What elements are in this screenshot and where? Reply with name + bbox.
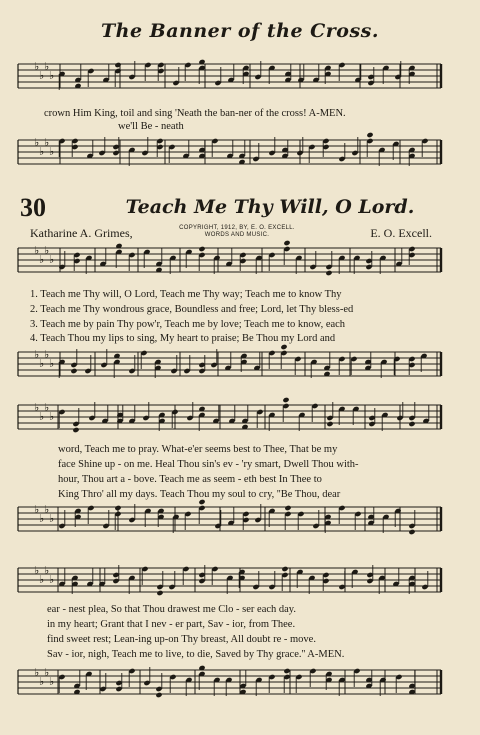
sys3-bass-flat-sign: ♭ (49, 675, 55, 688)
sys1-bass-flat-sign: ♭ (39, 357, 45, 370)
hymn-title: Teach Me Thy Will, O Lord. (125, 196, 415, 218)
sys2-bass-flat-sign: ♭ (34, 503, 40, 516)
top-lyric-line-2: we'll Be - neath (118, 121, 184, 132)
sys1-bass-note (280, 344, 287, 350)
sys2-treble-flat-sign: ♭ (34, 401, 40, 414)
sys2-treble-flat-sign: ♭ (49, 410, 55, 423)
sys3-treble-flat-sign: ♭ (34, 564, 40, 577)
sys2-treble-flat-sign: ♭ (39, 410, 45, 423)
top-treble-flat-sign: ♭ (44, 60, 50, 73)
top-treble-note (114, 62, 121, 68)
lyric-verse-2-system-2: face Shine up - on me. Heal Thou sin's ev - 'ry smart, Dwell Thou with- (58, 459, 359, 470)
sys3-treble-flat-sign: ♭ (39, 573, 45, 586)
lyric-verse-3-system-3: find sweet rest; Lean-ing up-on Thy breast, All doubt re - move. (47, 634, 316, 645)
lyric-verse-3-system-2: hour, Thou art a - bove. Teach me as seem - eth best In Thee to (58, 474, 322, 485)
sys3-bass-flat-sign: ♭ (44, 666, 50, 679)
sys3-treble-flat-sign: ♭ (49, 573, 55, 586)
sys2-treble-note (408, 421, 415, 427)
sys3-treble-note (156, 590, 163, 596)
sys2-bass-flat-sign: ♭ (44, 503, 50, 516)
top-treble-flat-sign: ♭ (39, 69, 45, 82)
top-lyric-line-1: crown Him King, toil and sing 'Neath the ban-ner of the cross! A-MEN. (44, 108, 346, 119)
sys1-bass-flat-sign: ♭ (49, 357, 55, 370)
sys2-bass-note (408, 529, 415, 535)
sys1-bass-flat-sign: ♭ (44, 348, 50, 361)
sys2-bass-flat-sign: ♭ (39, 512, 45, 525)
top-hymn-title: The Banner of the Cross. (101, 20, 379, 42)
lyric-verse-1-system-1: 1. Teach me Thy will, O Lord, Teach me Thy way; Teach me to know Thy (30, 289, 342, 300)
sys2-treble-flat-sign: ♭ (44, 401, 50, 414)
lyric-verse-4-system-1: 4. Teach Thou my lips to sing, My heart to praise; Be Thou my Lord and (30, 333, 336, 344)
hymn-number: 30 (20, 193, 46, 222)
top-treble-flat-sign: ♭ (34, 60, 40, 73)
lyric-verse-2-system-1: 2. Teach me Thy wondrous grace, Boundless and free; Lord, let Thy bless-ed (30, 304, 354, 315)
sys2-bass-note (284, 505, 291, 511)
sys2-bass-flat-sign: ♭ (49, 512, 55, 525)
top-bass-flat-sign: ♭ (44, 136, 50, 149)
sys3-bass-note (155, 692, 162, 698)
sys3-bass-flat-sign: ♭ (34, 666, 40, 679)
sys3-treble-note (281, 566, 288, 572)
sys3-treble-flat-sign: ♭ (44, 564, 50, 577)
hymn-composer: E. O. Excell. (370, 226, 432, 240)
sys1-bass-note (70, 368, 77, 374)
sys2-bass-note (114, 505, 121, 511)
lyric-verse-4-system-2: King Thro' all my days. Teach Thou my soul to cry, ''Be Thou, dear (58, 489, 341, 500)
sys2-treble-note (326, 421, 333, 427)
sys1-treble-flat-sign: ♭ (34, 244, 40, 257)
copyright-line-1: COPYRIGHT, 1912, BY, E. O. EXCELL. (179, 225, 295, 231)
sys1-treble-flat-sign: ♭ (49, 253, 55, 266)
top-bass-flat-sign: ♭ (34, 136, 40, 149)
sys2-treble-note (72, 427, 79, 433)
lyric-verse-4-system-3: Sav - ior, nigh, Teach me to live, to die, Saved by Thy grace.'' A-MEN. (47, 649, 345, 660)
sys3-bass-flat-sign: ♭ (39, 675, 45, 688)
top-bass-flat-sign: ♭ (39, 145, 45, 158)
sys2-treble-note (282, 397, 289, 403)
sys1-bass-flat-sign: ♭ (34, 348, 40, 361)
top-bass-flat-sign: ♭ (49, 145, 55, 158)
sys1-treble-flat-sign: ♭ (39, 253, 45, 266)
lyric-verse-3-system-1: 3. Teach me by pain Thy pow'r, Teach me by love; Teach me to know, each (30, 319, 346, 330)
hymn-author: Katharine A. Grimes, (30, 226, 133, 240)
lyric-verse-1-system-3: ear - nest plea, So that Thou drawest me Clo - ser each day. (47, 604, 297, 615)
sys1-treble-flat-sign: ♭ (44, 244, 50, 257)
sys1-treble-note (283, 240, 290, 246)
lyric-verse-2-system-3: in my heart; Grant that I nev - er part, Sav - ior, from Thee. (47, 619, 296, 630)
top-treble-flat-sign: ♭ (49, 69, 55, 82)
copyright-notice (162, 225, 312, 239)
lyric-verse-1-system-2: word, Teach me to pray. What-e'er seems best to Thee, That be my (58, 444, 338, 455)
sys1-treble-note (198, 246, 205, 252)
top-bass-note (366, 132, 373, 138)
copyright-line-2: WORDS AND MUSIC. (204, 232, 270, 238)
sys1-treble-note (325, 270, 332, 276)
